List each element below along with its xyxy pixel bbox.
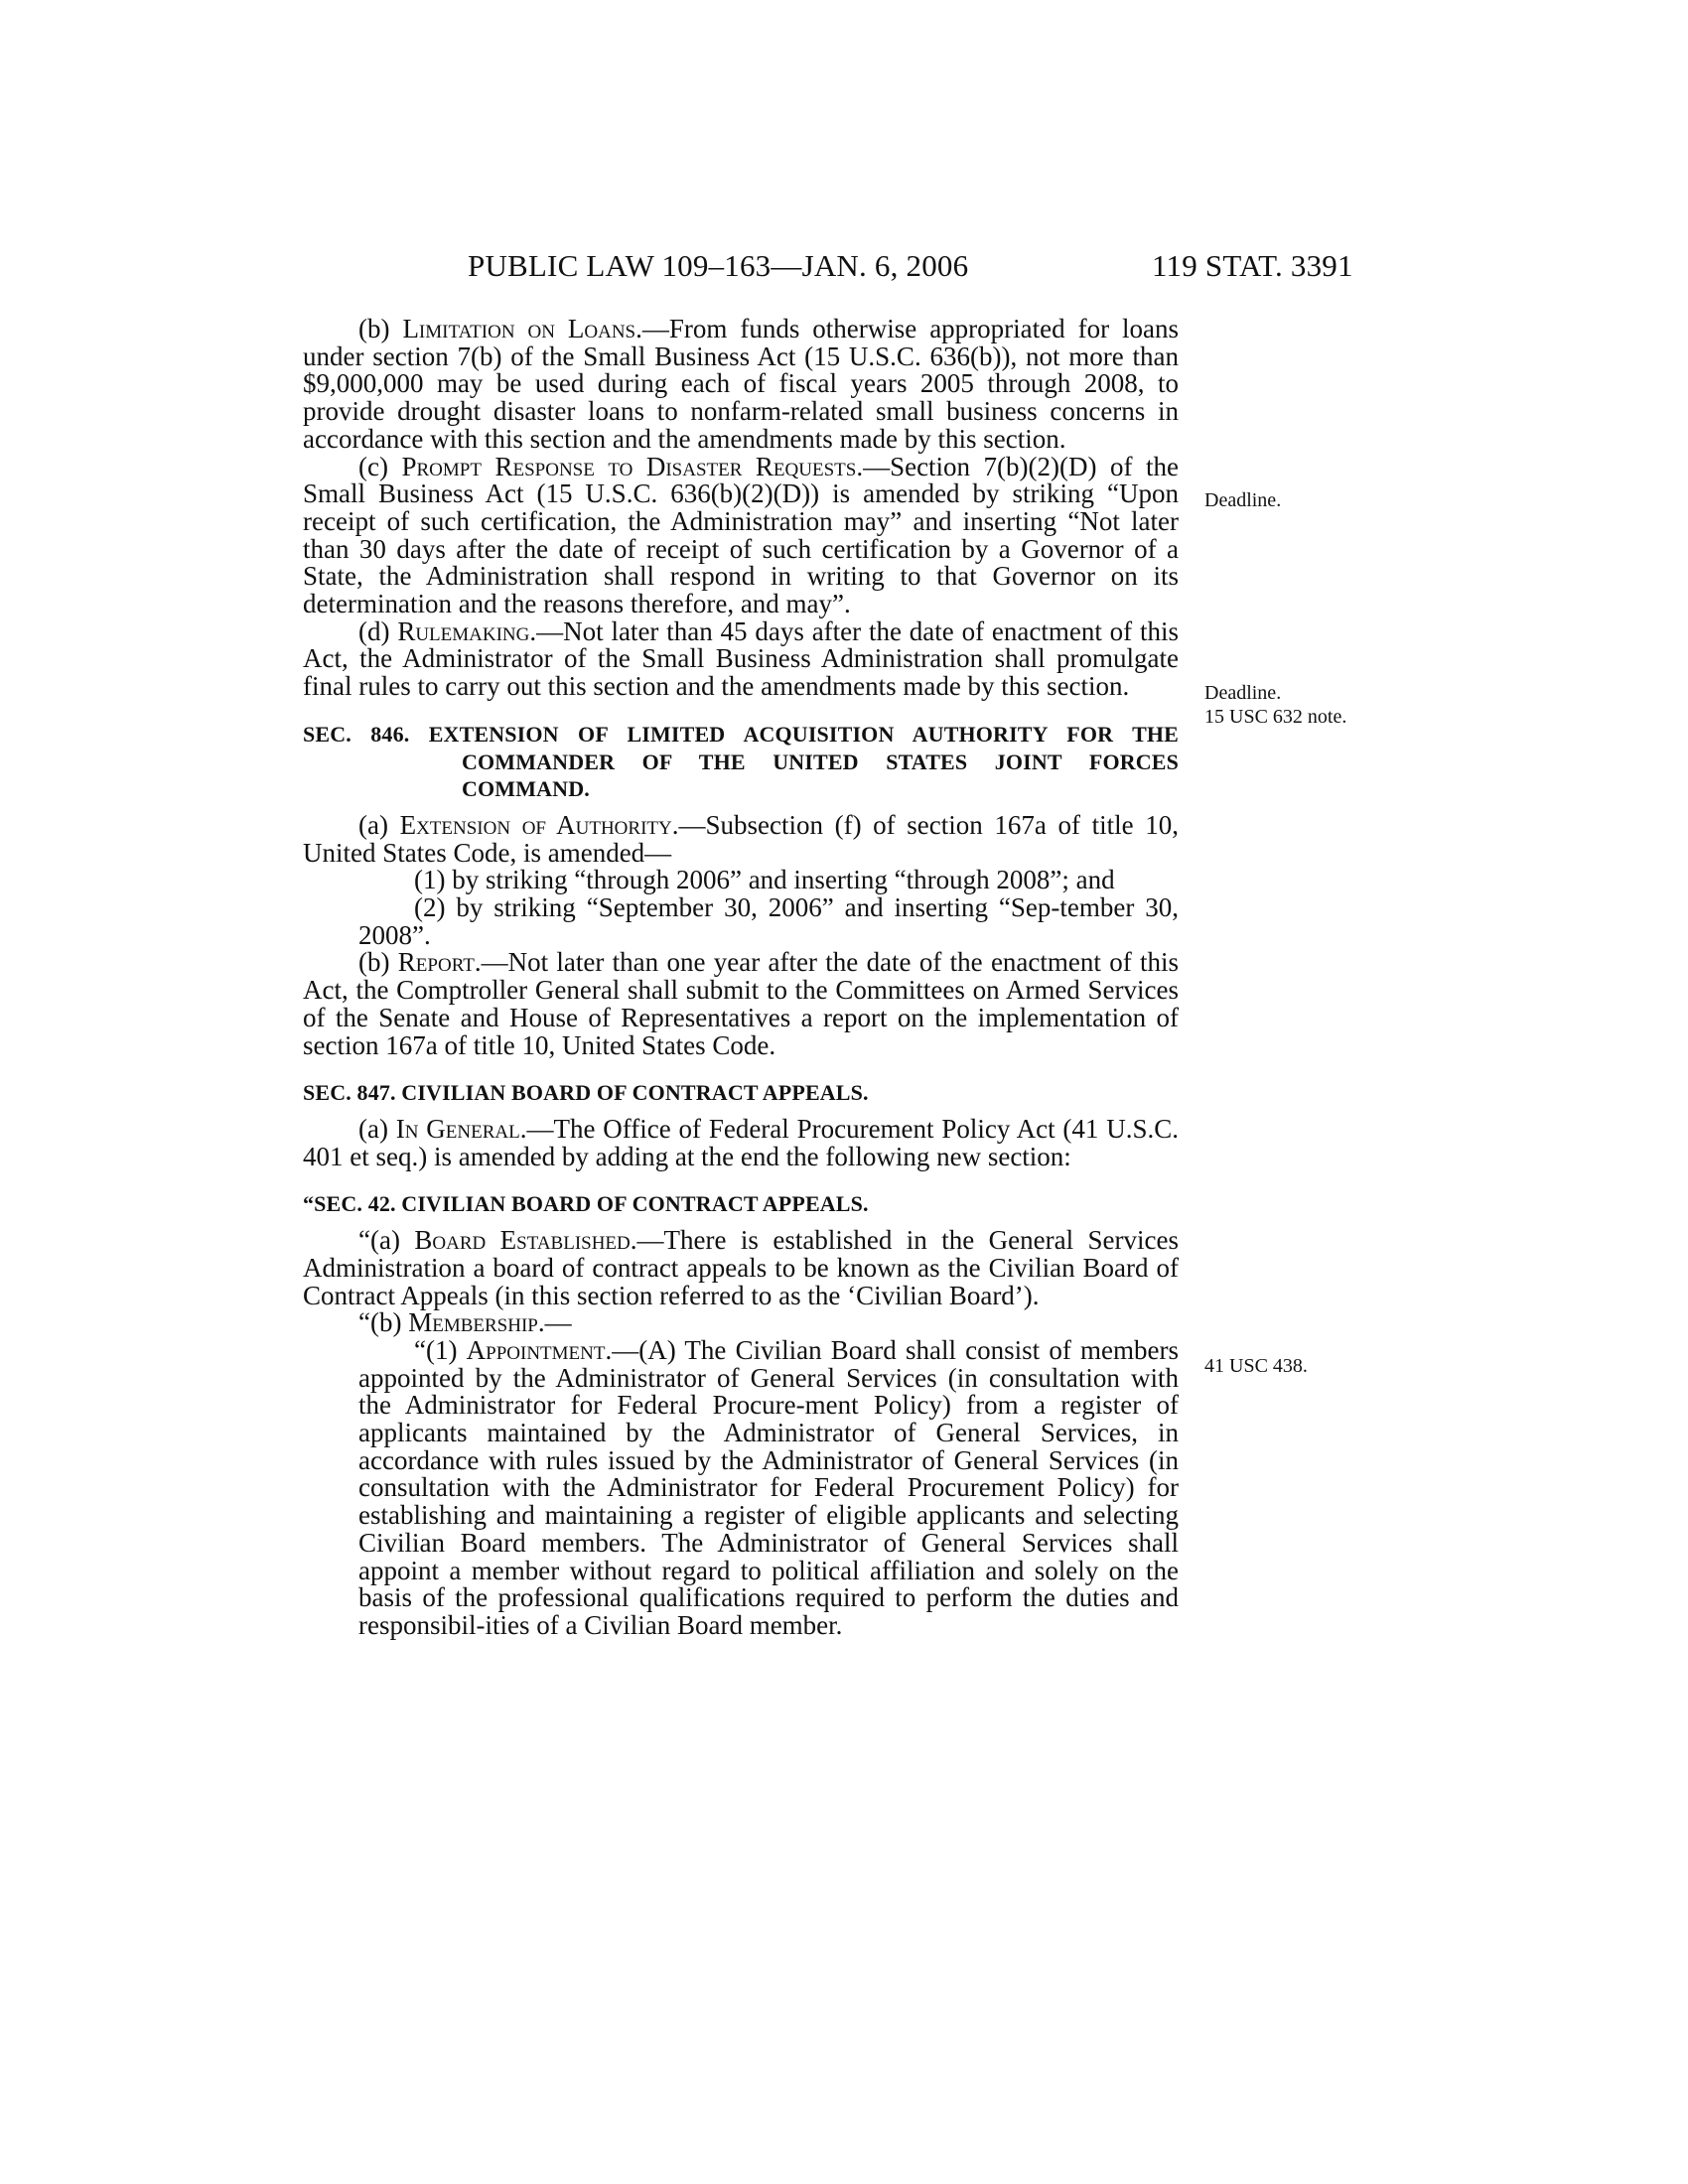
caption: In General: [395, 1113, 520, 1144]
caption: Rulemaking: [397, 615, 530, 646]
caption: Board Established: [414, 1225, 631, 1256]
running-header-stat: 119 STAT. 3391: [1152, 248, 1353, 283]
margin-note-text: Deadline.: [1204, 682, 1282, 704]
document-body: [303, 316, 1179, 1640]
section-heading-42: “SEC. 42. CIVILIAN BOARD OF CONTRACT APPEALS.: [303, 1191, 869, 1217]
paragraph-b-limitation-on-loans: (b) Limitation on Loans.—From funds otherwise appropriated for loans under section 7(b) of the Small Business Act (15 U.S.C. 636(b)), not more than $9,000,000 may be used during each of fiscal years 2005 through 2008, to provide drought disaster loans to nonfarm-related small business concerns in accordance with this section and the amendments made by this section.: [303, 314, 1179, 454]
paragraph-42-a-board-established: “(a) Board Established.—There is established in the General Services Administration a board of contract appeals to be known as the Civilian Board of Contract Appeals (in this section referred to as the ‘Civilian Board’).: [303, 1225, 1179, 1310]
caption: Extension of Authority: [399, 809, 672, 840]
paragraph-42-b-1-appointment: “(1) Appointment.—(A) The Civilian Board shall consist of members appointed by the Administrator of General Services (in consultation with the Administrator for Federal Procure-ment Policy) from a register of applicants maintained by the Administrator of General Services, in accordance with rules issued by the Administrator of General Services (in consultation with the Administrator for Federal Procurement Policy) for establishing and maintaining a register of eligible applicants and selecting Civilian Board members. The Administrator of General Services shall appoint a member without regard to political affiliation and solely on the basis of the professional qualifications required to perform the duties and responsibil-ities of a Civilian Board member.: [358, 1334, 1179, 1640]
margin-note-usc: [1204, 1354, 1308, 1378]
caption: Limitation on Loans: [402, 314, 636, 343]
section-heading-846: SEC. 846. EXTENSION OF LIMITED ACQUISITION AUTHORITY FOR THE COMMANDER OF THE UNITED STATES JOINT FORCES COMMAND.: [303, 721, 1179, 802]
margin-note-text: 41 USC 438.: [1204, 1355, 1308, 1377]
caption: Prompt Response to Disaster Requests: [401, 451, 857, 481]
paragraph-847-a-in-general: (a) In General.—The Office of Federal Procurement Policy Act (41 U.S.C. 401 et seq.) is amended by adding at the end the following new section:: [303, 1113, 1180, 1171]
caption: Report: [397, 947, 475, 978]
margin-note-text: Deadline.: [1204, 489, 1282, 511]
paragraph-846-a-extension: (a) Extension of Authority.—Subsection (f) of section 167a of title 10, United States Code, is amended—: [303, 809, 1179, 868]
paragraph-846-b-report: (b) Report.—Not later than one year after the date of the enactment of this Act, the Comptroller General shall submit to the Committees on Armed Services of the Senate and House of Representatives a report on the implementation of section 167a of title 10, United States Code.: [303, 947, 1180, 1060]
paragraph-c-prompt-response: (c) Prompt Response to Disaster Requests.—Section 7(b)(2)(D) of the Small Business Act (15 U.S.C. 636(b)(2)(D)) is amended by striking “Upon receipt of such certification, the Administration may” and inserting “Not later than 30 days after the date of receipt of such certification by a Governor of a State, the Administration shall respond in writing to that Governor on its determination and the reasons therefore, and may”.: [303, 451, 1179, 619]
margin-note-deadline-usc: [1204, 681, 1346, 729]
paragraph-42-b-membership: “(b) Membership.—: [358, 1307, 572, 1338]
section-heading-847: SEC. 847. CIVILIAN BOARD OF CONTRACT APPEALS.: [303, 1080, 869, 1106]
paragraph-846-a-2: (2) by striking “September 30, 2006” and inserting “Sep-tember 30, 2008”.: [358, 892, 1179, 950]
running-header-law: PUBLIC LAW 109–163—JAN. 6, 2006: [468, 248, 969, 283]
margin-note-deadline: [1204, 488, 1281, 512]
margin-note-text: 15 USC 632 note.: [1204, 706, 1347, 728]
paragraph-d-rulemaking: (d) Rulemaking.—Not later than 45 days after the date of enactment of this Act, the Administrator of the Small Business Administration shall promulgate final rules to carry out this section and the amendments made by this section.: [303, 615, 1179, 702]
caption: Appointment: [466, 1334, 606, 1365]
paragraph-846-a-1: (1) by striking “through 2006” and inserting “through 2008”; and: [414, 865, 1115, 895]
caption: Membership: [408, 1307, 538, 1338]
